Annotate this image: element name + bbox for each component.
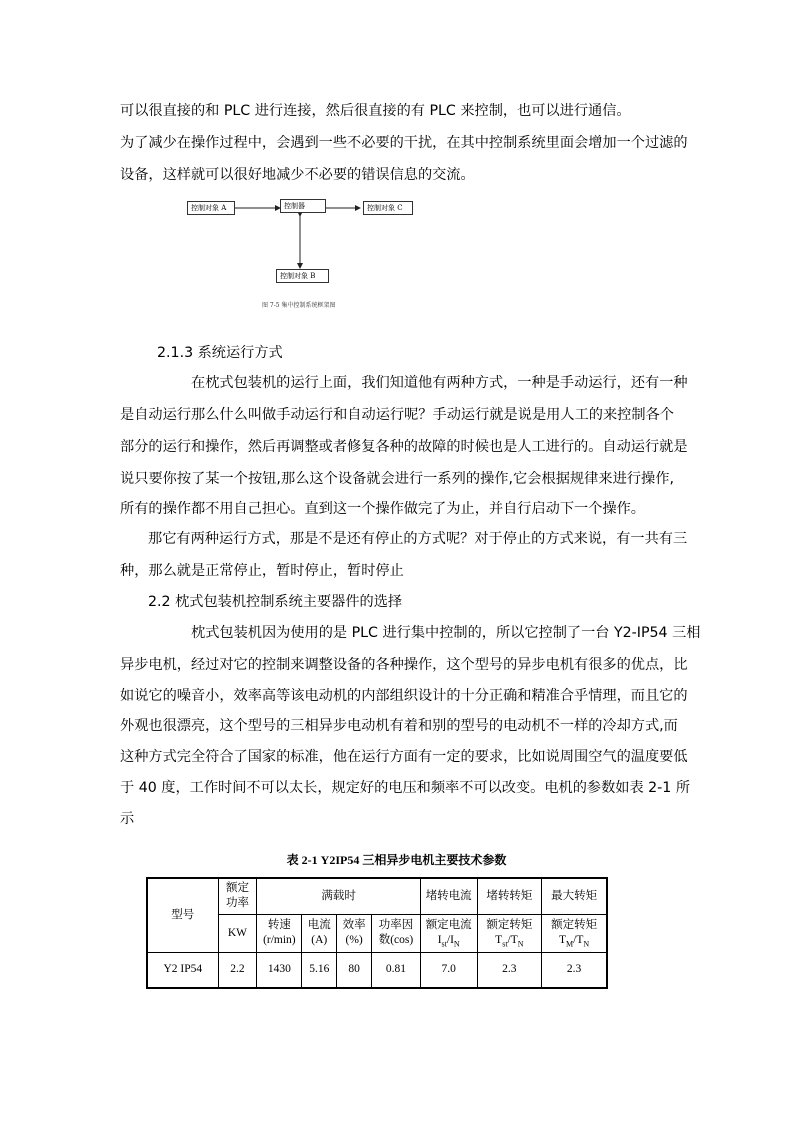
paragraph-line: 外观也很漂亮，这个型号的三相异步电动机有着和别的型号的电动机不一样的冷却方式,而 [120,718,678,734]
header-model: 型号 [147,878,218,952]
paragraph-line: 说只要你按了某一个按钮,那么这个设备就会进行一系列的操作,它会根据规律来进行操作, [120,471,674,487]
header-max-torque: 最大转矩 [542,878,607,914]
table-header-row [147,878,607,914]
header-locked-torque: 堵转转矩 [477,878,542,914]
paragraph-line: 示 [120,811,135,827]
paragraph-line: 可以很直接的和 PLC 进行连接，然后很直接的有 PLC 来控制，也可以进行通信。 [120,103,631,119]
paragraph-line: 为了减少在操作过程中，会遇到一些不必要的干扰，在其中控制系统里面会增加一个过滤的 [120,135,688,151]
paragraph-line: 设备，这样就可以很好地减少不必要的错误信息的交流。 [120,167,475,183]
diagram-box-center: 控制器 [280,199,326,213]
subheader-power-factor: 功率因数(cos) [372,914,421,952]
paragraph-line: 是自动运行那么什么叫做手动运行和自动运行呢？手动运行就是说是用人工的来控制各个 [120,407,674,423]
header-locked-current: 堵转电流 [420,878,477,914]
cell-locked-current: 7.0 [420,952,477,988]
subheader-efficiency: 效率 (%) [337,914,372,952]
subheader-kw: KW [218,914,257,952]
diagram-box-c: 控制对象 C [363,201,413,215]
cell-speed: 1430 [257,952,302,988]
table-title: 表 2-1 Y2IP54 三相异步电机主要技术参数 [286,853,507,867]
cell-locked-torque: 2.3 [477,952,542,988]
subheader-speed: 转速 (r/min) [257,914,302,952]
subheader-current: 电流 (A) [302,914,337,952]
section-heading-2-1-3: 2.1.3 系统运行方式 [157,345,283,361]
cell-current: 5.16 [302,952,337,988]
diagram-box-b: 控制对象 B [276,269,329,283]
paragraph-line: 种，那么就是正常停止，暂时停止，暂时停止 [120,563,404,579]
section-heading-2-2: 2.2 枕式包装机控制系统主要器件的选择 [148,594,403,610]
subheader-locked-current: 额定电流 $I_{st}/I_N$ [420,914,477,952]
paragraph-line: 部分的运行和操作，然后再调整或者修复各种的故障的时候也是人工进行的。自动运行就是 [120,439,688,455]
paragraph-line: 于 40 度，工作时间不可以太长，规定好的电压和频率不可以改变。电机的参数如表 2-1 所 [120,780,691,796]
paragraph-line: 如说它的噪音小，效率高等该电动机的内部组织设计的十分正确和精准合乎情理，而且它的 [120,688,688,704]
cell-efficiency: 80 [337,952,372,988]
cell-power-factor: 0.81 [372,952,421,988]
subheader-locked-torque: 额定转矩 $T_{st}/T_N$ [477,914,542,952]
cell-power: 2.2 [218,952,257,988]
table-row [147,952,607,988]
paragraph-line: 所有的操作都不用自己担心。直到这一个操作做完了为止，并自行启动下一个操作。 [120,501,645,517]
paragraph-line: 那它有两种运行方式，那是不是还有停止的方式呢？对于停止的方式来说，有一共有三 [148,531,688,547]
header-full-load: 满载时 [257,878,420,914]
paragraph-line: 枕式包装机因为使用的是 PLC 进行集中控制的，所以它控制了一台 Y2-IP54 三相 [191,625,701,641]
subheader-max-torque: 额定转矩 $T_M/T_N$ [542,914,607,952]
motor-parameters-table [146,877,608,989]
paragraph-line: 这种方式完全符合了国家的标准，他在运行方面有一定的要求，比如说周围空气的温度要低 [120,749,688,765]
paragraph-line: 在枕式包装机的运行上面，我们知道他有两种方式，一种是手动运行，还有一种 [191,375,688,391]
cell-max-torque: 2.3 [542,952,607,988]
cell-model: Y2 IP54 [147,952,218,988]
paragraph-line: 异步电机，经过对它的控制来调整设备的各种操作，这个型号的异步电机有很多的优点，比 [120,657,688,673]
figure-caption: 图 7-5 集中控制系统框架图 [262,302,336,309]
diagram-box-a: 控制对象 A [187,201,235,215]
header-rated-power: 额定功率 [218,878,257,914]
